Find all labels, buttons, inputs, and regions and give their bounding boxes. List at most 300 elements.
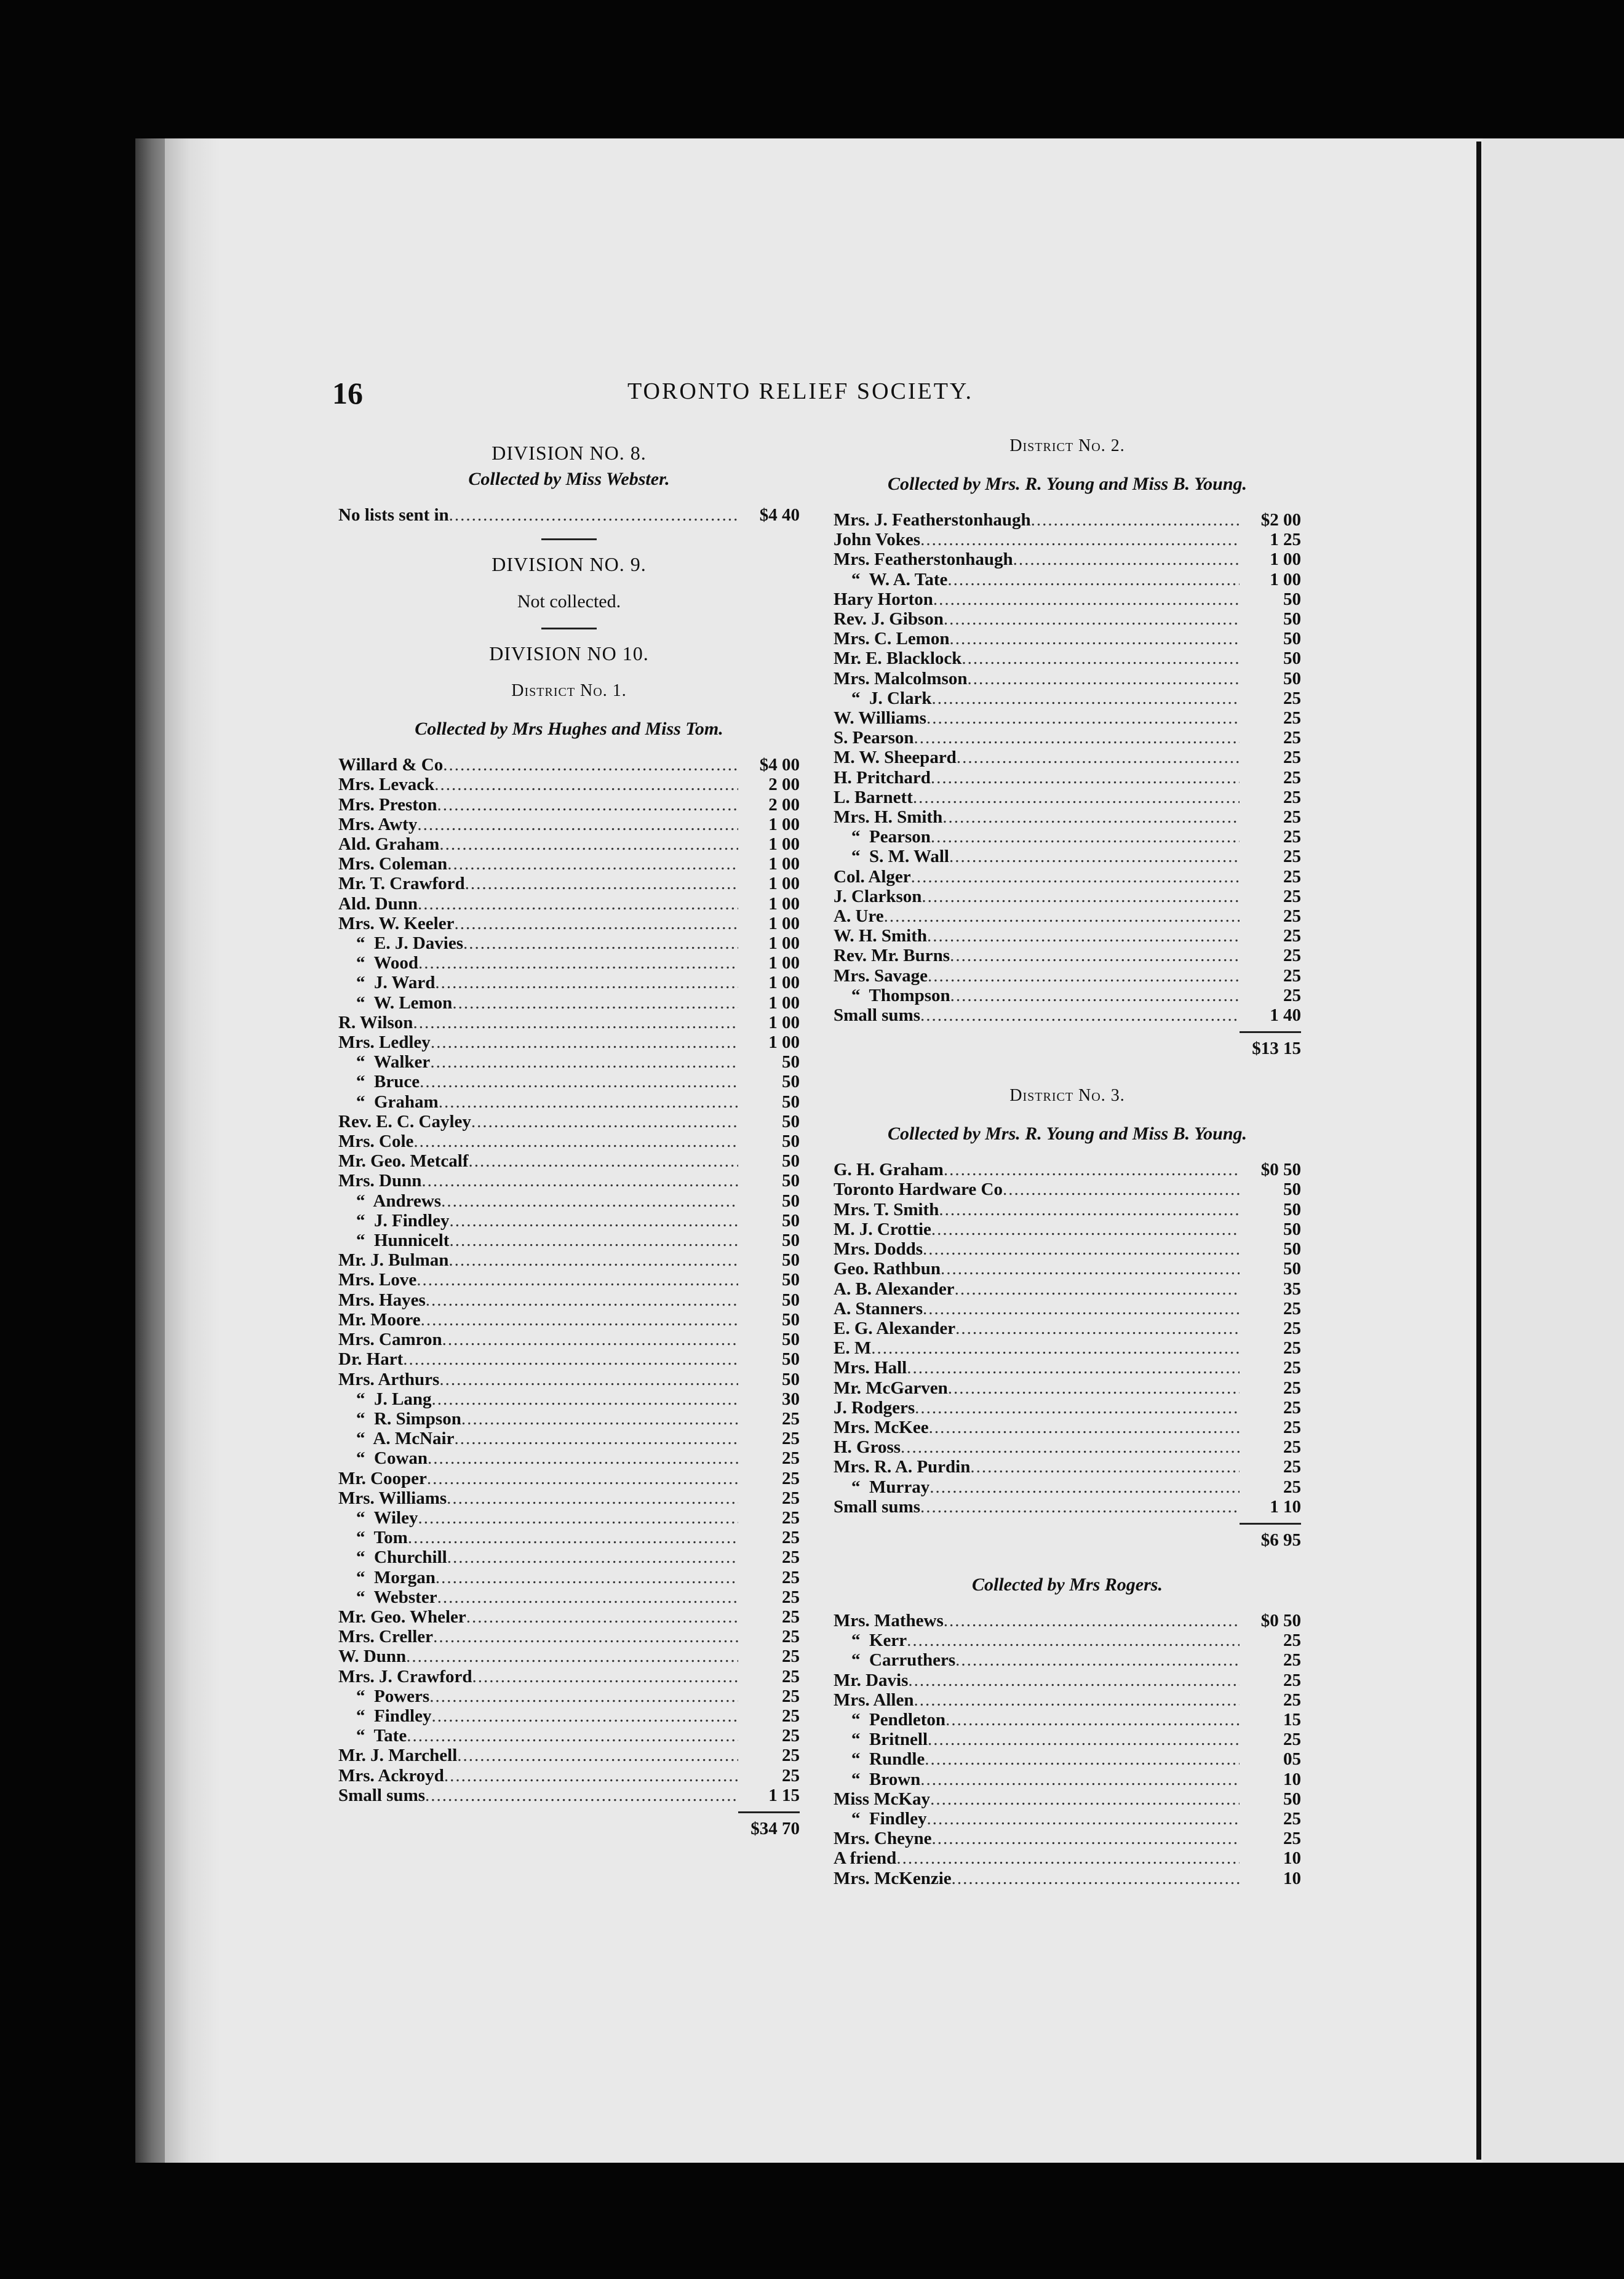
ledger-row xyxy=(338,505,800,525)
donation-amount: 25 xyxy=(1283,1808,1301,1829)
donor-name: “ Wiley xyxy=(338,1507,418,1528)
ledger-row xyxy=(834,1378,1301,1398)
donor-name: Small sums xyxy=(834,1496,921,1517)
ledger-row xyxy=(338,1469,800,1488)
leader-dots xyxy=(420,1072,738,1092)
ledger-row xyxy=(338,1587,800,1607)
ledger-row xyxy=(834,1398,1301,1418)
district-3-total: $6 95 xyxy=(1260,1530,1301,1550)
ledger-row xyxy=(834,768,1301,788)
left-column xyxy=(338,440,800,1839)
ledger-row xyxy=(834,1789,1301,1809)
district-3-entries xyxy=(834,1160,1301,1517)
rogers-entries xyxy=(834,1611,1301,1888)
donation-amount: 1 25 xyxy=(1270,530,1301,550)
ledger-row xyxy=(338,1191,800,1211)
ledger-row xyxy=(338,795,800,815)
donor-name: Mr. McGarven xyxy=(834,1378,948,1398)
ledger-row xyxy=(834,1690,1301,1710)
district-1-entries xyxy=(338,755,800,1805)
donation-amount: 1 00 xyxy=(768,933,800,954)
donation-amount: 1 00 xyxy=(1270,569,1301,589)
page-number: 16 xyxy=(332,376,363,410)
donation-amount: 25 xyxy=(1283,787,1301,807)
leader-dots xyxy=(431,1389,738,1409)
district-2-total: $13 15 xyxy=(1252,1039,1301,1059)
ledger-row xyxy=(834,867,1301,887)
leader-dots xyxy=(967,669,1240,688)
donor-name: Toronto Hardware Co xyxy=(834,1179,1003,1200)
leader-dots xyxy=(913,788,1240,807)
donor-name: Mrs. J. Featherstonhaugh xyxy=(834,510,1031,530)
district-1-collector: Collected by Mrs Hughes and Miss Tom. xyxy=(415,719,723,740)
donation-amount: $4 40 xyxy=(759,505,800,525)
leader-dots xyxy=(463,933,738,953)
donor-name: Mrs. C. Lemon xyxy=(834,629,950,649)
ledger-row xyxy=(338,973,800,992)
donor-name: Mrs. Cole xyxy=(338,1132,414,1152)
leader-dots xyxy=(920,530,1240,549)
leader-dots xyxy=(471,1112,738,1132)
leader-dots xyxy=(465,874,738,893)
ledger-row xyxy=(338,1013,800,1032)
donor-name: “ Thompson xyxy=(834,985,950,1005)
donation-amount: 50 xyxy=(1283,1789,1301,1809)
ledger-row xyxy=(834,1005,1301,1025)
ledger-row xyxy=(338,1171,800,1191)
donation-amount: 25 xyxy=(782,1627,800,1647)
donation-amount: 1 00 xyxy=(768,992,800,1013)
ledger-row xyxy=(338,1786,800,1805)
district-2-heading: District No. 2. xyxy=(1009,436,1125,455)
leader-dots xyxy=(407,1726,738,1746)
donation-amount: 30 xyxy=(782,1389,800,1409)
donor-name: “ A. McNair xyxy=(338,1429,455,1449)
leader-dots xyxy=(421,1171,738,1191)
ledger-row xyxy=(338,1092,800,1112)
donor-name: “ Powers xyxy=(338,1686,430,1706)
facing-page xyxy=(1483,138,1624,2163)
ledger-row xyxy=(834,669,1301,688)
donor-name: Mrs. Malcolmson xyxy=(834,668,968,688)
donation-amount: 50 xyxy=(782,1171,800,1191)
donation-amount: 25 xyxy=(782,1686,800,1706)
donation-amount: 25 xyxy=(782,1547,800,1568)
donor-name: Mrs. Love xyxy=(338,1270,417,1290)
ledger-row xyxy=(338,1568,800,1587)
ledger-row xyxy=(338,1766,800,1786)
donor-name: Mrs. Dodds xyxy=(834,1239,923,1259)
donation-amount: 1 40 xyxy=(1270,1005,1301,1026)
leader-dots xyxy=(920,1005,1240,1025)
donation-amount: 50 xyxy=(782,1052,800,1072)
leader-dots xyxy=(955,1279,1240,1299)
donor-name: “ Rundle xyxy=(834,1749,925,1770)
ledger-row xyxy=(834,1829,1301,1848)
donation-amount: 50 xyxy=(782,1290,800,1310)
donation-amount: 50 xyxy=(782,1111,800,1132)
ledger-row xyxy=(834,1418,1301,1437)
ledger-row xyxy=(338,1686,800,1706)
donation-amount: 1 00 xyxy=(768,913,800,933)
ledger-row xyxy=(834,549,1301,569)
ledger-row xyxy=(834,906,1301,926)
donor-name: Mrs. Ledley xyxy=(338,1032,431,1053)
donation-amount: 50 xyxy=(782,1250,800,1271)
ledger-row xyxy=(338,894,800,914)
leader-dots xyxy=(461,1409,738,1429)
ledger-row xyxy=(834,847,1301,866)
total-rule xyxy=(1240,1031,1301,1033)
leader-dots xyxy=(442,1330,738,1349)
donation-amount: 25 xyxy=(782,1468,800,1488)
ledger-row xyxy=(338,1488,800,1508)
leader-dots xyxy=(931,1829,1240,1848)
leader-dots xyxy=(921,887,1240,906)
donation-amount: 50 xyxy=(782,1309,800,1330)
ledger-row xyxy=(338,1528,800,1547)
donation-amount: 50 xyxy=(1283,609,1301,629)
donor-name: A. B. Alexander xyxy=(834,1279,955,1299)
donation-amount: 25 xyxy=(1283,1417,1301,1437)
leader-dots xyxy=(443,755,738,775)
donation-amount: 25 xyxy=(1283,767,1301,788)
donation-amount: 25 xyxy=(1283,847,1301,867)
ledger-row xyxy=(338,1409,800,1429)
ledger-row xyxy=(834,1650,1301,1670)
leader-dots xyxy=(444,1766,738,1786)
leader-dots xyxy=(439,1092,738,1112)
leader-dots xyxy=(970,1457,1240,1477)
donor-name: W. Williams xyxy=(834,708,926,728)
donation-amount: 25 xyxy=(782,1587,800,1607)
ledger-row xyxy=(338,993,800,1013)
donation-amount: 10 xyxy=(1283,1868,1301,1888)
donor-name: “ Findley xyxy=(834,1808,927,1829)
donor-name: “ E. J. Davies xyxy=(338,933,463,954)
donation-amount: 15 xyxy=(1283,1709,1301,1730)
ledger-row xyxy=(338,1646,800,1666)
donor-name: Small sums xyxy=(834,1005,921,1026)
leader-dots xyxy=(439,1370,738,1389)
leader-dots xyxy=(418,894,738,914)
ledger-row xyxy=(834,1670,1301,1690)
donation-amount: $4 00 xyxy=(759,755,800,775)
donor-name: Ald. Dunn xyxy=(338,893,418,914)
ledger-row xyxy=(338,874,800,893)
total-rule xyxy=(1240,1523,1301,1525)
donation-amount: 25 xyxy=(782,1765,800,1786)
donor-name: Rev. E. C. Cayley xyxy=(338,1111,471,1132)
ledger-row xyxy=(834,788,1301,807)
ledger-row xyxy=(338,1547,800,1567)
donor-name: Mrs. Hayes xyxy=(338,1290,426,1310)
donation-amount: 25 xyxy=(1283,708,1301,728)
donor-name: “ Carruthers xyxy=(834,1650,956,1670)
leader-dots xyxy=(1003,1179,1240,1199)
leader-dots xyxy=(949,629,1240,649)
ledger-row xyxy=(338,1112,800,1132)
donation-amount: 25 xyxy=(782,1488,800,1508)
donation-amount: 1 15 xyxy=(768,1785,800,1805)
donation-amount: 25 xyxy=(1283,1358,1301,1378)
ledger-row xyxy=(834,807,1301,827)
leader-dots xyxy=(425,1786,738,1805)
donation-amount: 50 xyxy=(1283,1219,1301,1239)
donation-amount: 50 xyxy=(782,1330,800,1350)
donor-name: Mrs. W. Keeler xyxy=(338,913,455,933)
donor-name: “ Bruce xyxy=(338,1072,420,1092)
ledger-row xyxy=(834,530,1301,549)
donation-amount: 10 xyxy=(1283,1769,1301,1789)
ledger-row xyxy=(834,887,1301,906)
donation-amount: 25 xyxy=(782,1408,800,1429)
donor-name: M. W. Sheepard xyxy=(834,748,957,768)
ledger-row xyxy=(834,1259,1301,1279)
donor-name: Mrs. J. Crawford xyxy=(338,1666,472,1686)
donation-amount: 35 xyxy=(1283,1279,1301,1299)
division-9-note: Not collected. xyxy=(517,591,621,612)
ledger-row xyxy=(338,933,800,953)
donor-name: Rev. J. Gibson xyxy=(834,609,944,629)
leader-dots xyxy=(925,1749,1240,1769)
section-rule xyxy=(541,538,597,540)
ledger-row xyxy=(834,748,1301,767)
leader-dots xyxy=(426,1290,738,1310)
leader-dots xyxy=(955,1650,1240,1670)
donor-name: A. Stanners xyxy=(834,1298,923,1319)
donation-amount: 25 xyxy=(782,1567,800,1587)
leader-dots xyxy=(441,1191,738,1211)
donor-name: “ J. Findley xyxy=(338,1210,450,1231)
donor-name: Mrs. Cheyne xyxy=(834,1829,932,1849)
section-rule xyxy=(541,628,597,629)
ledger-row xyxy=(834,1319,1301,1338)
leader-dots xyxy=(452,993,738,1013)
ledger-row xyxy=(338,1746,800,1765)
ledger-row xyxy=(834,1358,1301,1378)
donor-name: Mrs. Awty xyxy=(338,814,418,834)
leader-dots xyxy=(907,1358,1240,1378)
page-header xyxy=(332,375,1304,412)
donor-name: “ Churchill xyxy=(338,1547,447,1568)
donation-amount: 25 xyxy=(1283,906,1301,927)
ledger-row xyxy=(834,1611,1301,1630)
leader-dots xyxy=(926,708,1240,728)
donation-amount: 50 xyxy=(782,1191,800,1211)
ledger-row xyxy=(834,629,1301,649)
leader-dots xyxy=(931,827,1240,847)
donor-name: Mrs. Featherstonhaugh xyxy=(834,549,1013,570)
donor-name: “ Walker xyxy=(338,1052,431,1072)
leader-dots xyxy=(961,649,1240,668)
ledger-row xyxy=(338,1330,800,1349)
donation-amount: 25 xyxy=(1283,1338,1301,1359)
donor-name: W. Dunn xyxy=(338,1646,407,1667)
ledger-row xyxy=(834,827,1301,847)
ledger-row xyxy=(338,1211,800,1231)
ledger-row xyxy=(834,688,1301,708)
ledger-row xyxy=(338,834,800,854)
donation-amount: 50 xyxy=(1283,1239,1301,1259)
donation-amount: 50 xyxy=(1283,668,1301,688)
district-2-entries xyxy=(834,510,1301,1025)
donor-name: Mrs. Ackroyd xyxy=(338,1765,444,1786)
leader-dots xyxy=(933,589,1240,609)
leader-dots xyxy=(957,748,1240,767)
leader-dots xyxy=(454,914,738,933)
leader-dots xyxy=(457,1746,738,1765)
donor-name: Mr. Davis xyxy=(834,1670,909,1690)
division-8-entries xyxy=(338,505,800,525)
ledger-row xyxy=(834,649,1301,668)
donation-amount: 25 xyxy=(1283,1670,1301,1690)
donation-amount: $0 50 xyxy=(1260,1160,1301,1180)
ledger-row xyxy=(834,708,1301,728)
ledger-row xyxy=(834,986,1301,1005)
leader-dots xyxy=(920,1770,1240,1789)
donor-name: Col. Alger xyxy=(834,866,911,887)
donation-amount: 25 xyxy=(1283,1477,1301,1497)
donation-amount: 25 xyxy=(1283,946,1301,966)
leader-dots xyxy=(433,1627,738,1646)
donor-name: Willard & Co xyxy=(338,755,444,775)
ledger-row xyxy=(834,1239,1301,1259)
ledger-row xyxy=(338,914,800,933)
leader-dots xyxy=(447,1488,738,1508)
donor-name: Mrs. Allen xyxy=(834,1690,914,1710)
leader-dots xyxy=(952,1869,1240,1888)
ledger-row xyxy=(834,966,1301,986)
donor-name: Mr. Geo. Wheler xyxy=(338,1606,466,1627)
leader-dots xyxy=(920,1497,1240,1517)
leader-dots xyxy=(915,1398,1240,1418)
ledger-row xyxy=(338,953,800,973)
leader-dots xyxy=(928,1730,1240,1749)
donation-amount: 25 xyxy=(1283,748,1301,768)
division-9-heading: DIVISION NO. 9. xyxy=(492,553,647,576)
leader-dots xyxy=(434,775,738,794)
ledger-row xyxy=(834,570,1301,589)
ledger-row xyxy=(834,609,1301,629)
page-gutter xyxy=(1476,142,1481,2160)
leader-dots xyxy=(923,1239,1240,1259)
donor-name: “ Cowan xyxy=(338,1448,428,1469)
leader-dots xyxy=(448,1250,738,1270)
donor-name: “ W. Lemon xyxy=(338,992,453,1013)
donor-name: E. M xyxy=(834,1338,872,1359)
donation-amount: 25 xyxy=(1283,1397,1301,1418)
donor-name: “ S. M. Wall xyxy=(834,847,949,867)
running-title: TORONTO RELIEF SOCIETY. xyxy=(627,378,973,404)
ledger-row xyxy=(338,1389,800,1409)
leader-dots xyxy=(914,728,1240,748)
donation-amount: 50 xyxy=(782,1072,800,1092)
donor-name: Mrs. Savage xyxy=(834,965,928,986)
donor-name: A. Ure xyxy=(834,906,884,927)
donor-name: Mr. T. Crawford xyxy=(338,874,465,894)
ledger-row xyxy=(834,1477,1301,1497)
leader-dots xyxy=(950,946,1240,965)
leader-dots xyxy=(941,1259,1240,1279)
donor-name: John Vokes xyxy=(834,530,921,550)
donor-name: Mrs. Levack xyxy=(338,775,435,795)
donation-amount: 1 00 xyxy=(768,1032,800,1053)
donor-name: R. Wilson xyxy=(338,1012,413,1032)
donor-name: A friend xyxy=(834,1848,897,1869)
ledger-row xyxy=(834,926,1301,946)
ledger-row xyxy=(338,1132,800,1151)
donor-name: Rev. Mr. Burns xyxy=(834,946,950,966)
total-rule xyxy=(738,1811,800,1813)
donor-name: Mrs. Williams xyxy=(338,1488,447,1508)
donor-name: “ Findley xyxy=(338,1706,432,1726)
leader-dots xyxy=(429,1686,738,1706)
donation-amount: 50 xyxy=(1283,649,1301,669)
donor-name: J. Clarkson xyxy=(834,886,922,906)
donor-name: Dr. Hart xyxy=(338,1349,404,1370)
leader-dots xyxy=(472,1667,738,1686)
leader-dots xyxy=(942,807,1240,827)
donation-amount: 1 00 xyxy=(768,874,800,894)
donor-name: Mrs. Dunn xyxy=(338,1171,422,1191)
donor-name: “ Kerr xyxy=(834,1630,907,1651)
ledger-row xyxy=(834,946,1301,965)
donor-name: Mr. Moore xyxy=(338,1309,421,1330)
donor-name: Mr. J. Marchell xyxy=(338,1746,458,1766)
ledger-row xyxy=(834,1497,1301,1517)
district-3-heading: District No. 3. xyxy=(1009,1086,1125,1106)
leader-dots xyxy=(406,1646,738,1666)
donor-name: “ Graham xyxy=(338,1092,439,1112)
donor-name: Mrs. R. A. Purdin xyxy=(834,1457,971,1477)
donation-amount: 25 xyxy=(782,1706,800,1726)
ledger-row xyxy=(834,1219,1301,1239)
donation-amount: 1 00 xyxy=(768,893,800,914)
leader-dots xyxy=(944,609,1240,629)
ledger-row xyxy=(338,1607,800,1627)
leader-dots xyxy=(930,1789,1240,1809)
donation-amount: 25 xyxy=(1283,1437,1301,1458)
leader-dots xyxy=(447,854,738,874)
donation-amount: $0 50 xyxy=(1260,1610,1301,1630)
rogers-collector: Collected by Mrs Rogers. xyxy=(972,1574,1163,1595)
leader-dots xyxy=(428,1448,738,1468)
donation-amount: 25 xyxy=(1283,1457,1301,1477)
donation-amount: 25 xyxy=(782,1746,800,1766)
ledger-row xyxy=(834,1338,1301,1358)
ledger-row xyxy=(338,775,800,794)
donor-name: “ R. Simpson xyxy=(338,1408,461,1429)
donation-amount: 25 xyxy=(782,1448,800,1469)
donation-amount: 50 xyxy=(782,1132,800,1152)
donation-amount: 50 xyxy=(782,1349,800,1370)
ledger-row xyxy=(834,1457,1301,1477)
leader-dots xyxy=(955,1319,1240,1338)
ledger-row xyxy=(338,1250,800,1270)
district-1-heading: District No. 1. xyxy=(511,681,627,701)
leader-dots xyxy=(416,1270,738,1290)
donor-name: Mr. Cooper xyxy=(338,1468,427,1488)
donation-amount: 25 xyxy=(782,1507,800,1528)
leader-dots xyxy=(421,1310,738,1330)
donation-amount: 25 xyxy=(1283,827,1301,847)
leader-dots xyxy=(950,986,1240,1005)
leader-dots xyxy=(427,1469,738,1488)
donor-name: Hary Horton xyxy=(834,589,933,609)
ledger-row xyxy=(338,1429,800,1448)
donor-name: Mrs. Hall xyxy=(834,1358,907,1378)
